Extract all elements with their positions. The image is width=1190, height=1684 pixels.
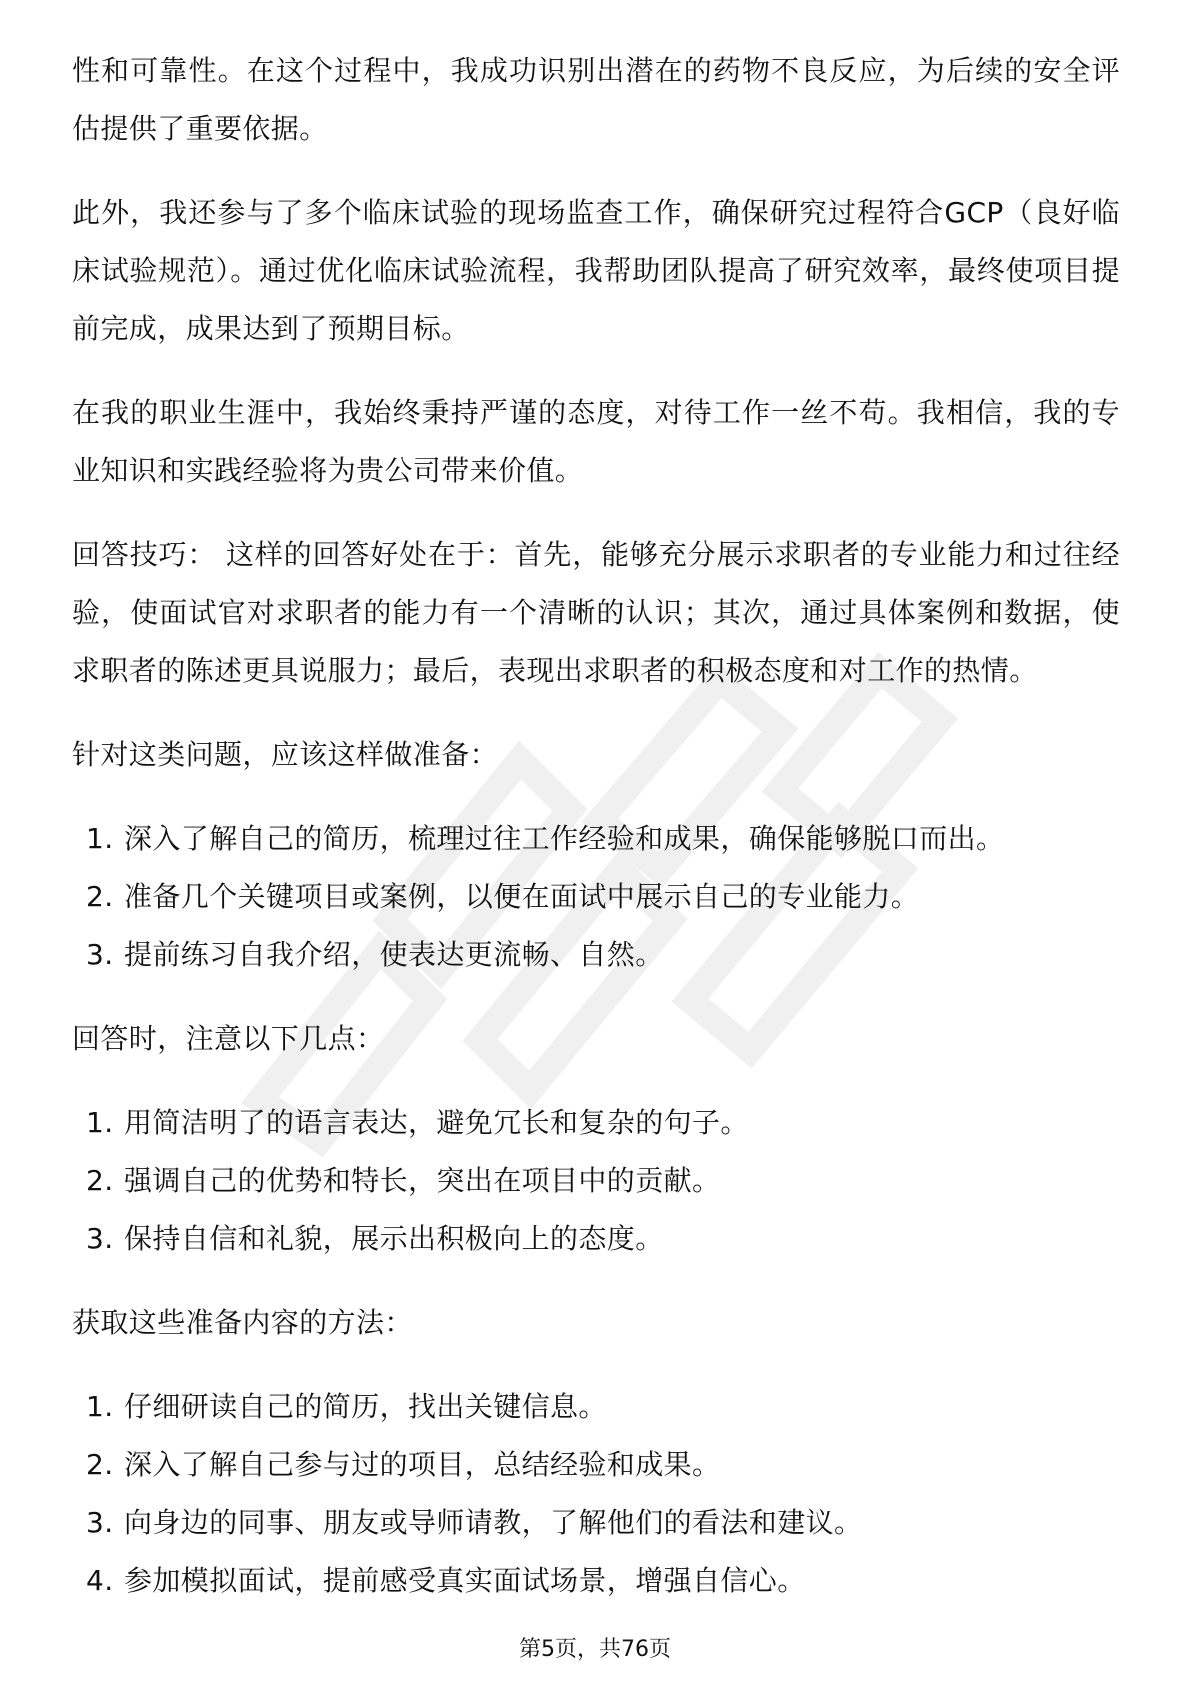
list-number: 2. bbox=[86, 1164, 114, 1197]
list-item bbox=[72, 926, 1120, 984]
list-item bbox=[72, 1094, 1120, 1152]
list-number: 3. bbox=[86, 1222, 114, 1255]
section-heading-answer-notes: 回答时，注意以下几点： bbox=[72, 1022, 385, 1055]
list-item bbox=[72, 1210, 1120, 1268]
paragraph-answer-tips: 回答技巧： 这样的回答好处在于：首先，能够充分展示求职者的专业能力和过往经验，使面试官对求职者的能力有一个清晰的认识；其次，通过具体案例和数据，使求职者的陈述更具说服力；最后，表现出求职者的积极态度和对工作的热情。 bbox=[72, 538, 1120, 687]
list-item-text: 保持自信和礼貌，展示出积极向上的态度。 bbox=[124, 1222, 664, 1255]
list-item-text: 参加模拟面试，提前感受真实面试场景，增强自信心。 bbox=[124, 1564, 806, 1597]
list-item-text: 深入了解自己的简历，梳理过往工作经验和成果，确保能够脱口而出。 bbox=[124, 822, 1005, 855]
section-heading-preparation: 针对这类问题，应该这样做准备： bbox=[72, 738, 499, 771]
list-item bbox=[72, 1152, 1120, 1210]
methods-list bbox=[72, 1378, 1120, 1610]
list-number: 3. bbox=[86, 1506, 114, 1539]
list-item-text: 深入了解自己参与过的项目，总结经验和成果。 bbox=[124, 1448, 721, 1481]
paragraph-clinical-monitoring: 此外，我还参与了多个临床试验的现场监查工作，确保研究过程符合GCP（良好临床试验规范）。通过优化临床试验流程，我帮助团队提高了研究效率，最终使项目提前完成，成果达到了预期目标。 bbox=[72, 196, 1120, 345]
section-heading-methods: 获取这些准备内容的方法： bbox=[72, 1306, 413, 1339]
list-item-text: 向身边的同事、朋友或导师请教，了解他们的看法和建议。 bbox=[124, 1506, 863, 1539]
list-item-text: 强调自己的优势和特长，突出在项目中的贡献。 bbox=[124, 1164, 721, 1197]
answer-notes-list bbox=[72, 1094, 1120, 1268]
list-item bbox=[72, 810, 1120, 868]
document-page bbox=[72, 42, 1120, 1636]
list-item-text: 用简洁明了的语言表达，避免冗长和复杂的句子。 bbox=[124, 1106, 749, 1139]
list-item-text: 准备几个关键项目或案例，以便在面试中展示自己的专业能力。 bbox=[124, 880, 920, 913]
list-item bbox=[72, 1494, 1120, 1552]
list-item-text: 仔细研读自己的简历，找出关键信息。 bbox=[124, 1390, 607, 1423]
list-number: 3. bbox=[86, 938, 114, 971]
list-item bbox=[72, 868, 1120, 926]
page-footer: 第5页，共76页 bbox=[519, 1637, 671, 1662]
list-item-text: 提前练习自我介绍，使表达更流畅、自然。 bbox=[124, 938, 664, 971]
list-number: 1. bbox=[86, 1390, 114, 1423]
list-number: 2. bbox=[86, 1448, 114, 1481]
list-item bbox=[72, 1378, 1120, 1436]
list-number: 4. bbox=[86, 1564, 114, 1597]
list-item bbox=[72, 1552, 1120, 1610]
list-number: 1. bbox=[86, 1106, 114, 1139]
paragraph-career-attitude: 在我的职业生涯中，我始终秉持严谨的态度，对待工作一丝不苟。我相信，我的专业知识和实践经验将为贵公司带来价值。 bbox=[72, 396, 1120, 487]
paragraph-intro-continuation: 性和可靠性。在这个过程中，我成功识别出潜在的药物不良反应，为后续的安全评估提供了重要依据。 bbox=[72, 54, 1120, 145]
preparation-list bbox=[72, 810, 1120, 984]
list-number: 2. bbox=[86, 880, 114, 913]
list-item bbox=[72, 1436, 1120, 1494]
list-number: 1. bbox=[86, 822, 114, 855]
